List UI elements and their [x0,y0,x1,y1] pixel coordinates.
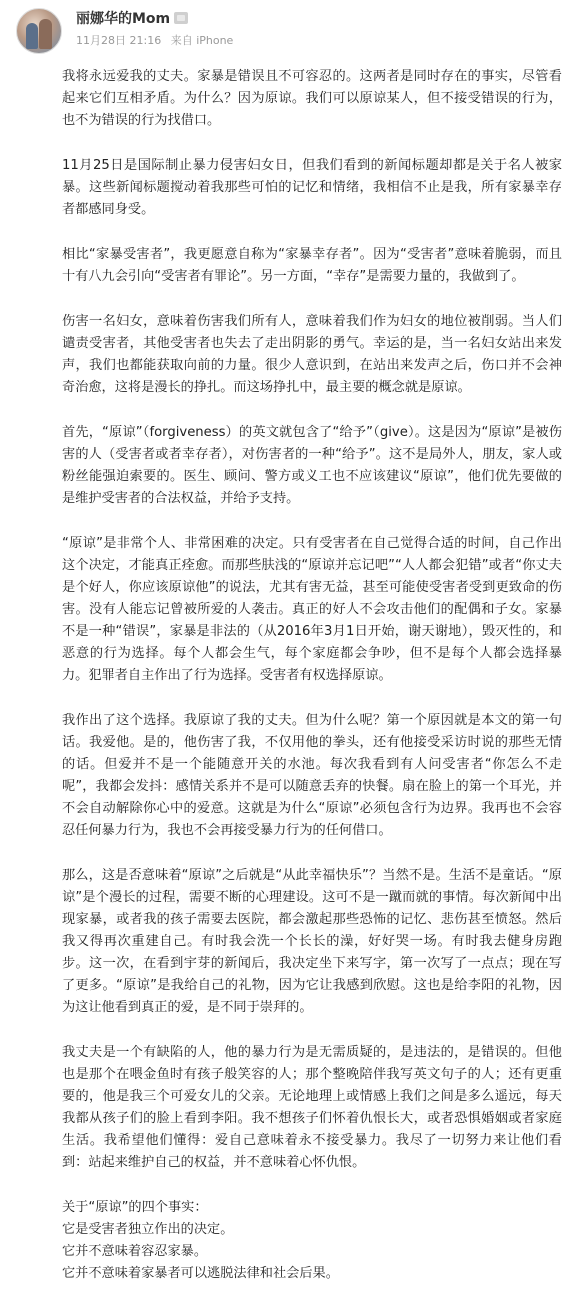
post-meta [76,8,239,48]
paragraph: 伤害一名妇女，意味着伤害我们所有人，意味着我们作为妇女的地位被削弱。当人们谴责受害者，其他受害者也失去了走出阴影的勇气。幸运的是，当一名妇女站出来发声，我们也都能获取向前的力量。很少人意识到，在站出来发声之后，伤口并不会神奇治愈，这将是漫长的挣扎。而这场挣扎中，最主要的概念就是原谅。 [62,314,562,395]
username[interactable]: 丽娜华的Mom [76,11,171,27]
paragraph: 相比“家暴受害者”，我更愿意自称为“家暴幸存者”。因为“受害者”意味着脆弱，而且十有八九会引向“受害者有罪论”。另一方面，“幸存”是需要力量的，我做到了。 [62,247,562,284]
paragraph: 首先，“原谅”（forgiveness）的英文就包含了“给予”（give）。这是因为“原谅”是被伤害的人（受害者或者幸存者），对伤害者的一种“给予”。这不是局外人，朋友，家人或粉丝能强迫索要的。医生、顾问、警方或义工也不应该建议“原谅”，他们优先要做的是维护受害者的合法权益，并给予支持。 [62,425,562,506]
paragraph: 我将永远爱我的丈夫。家暴是错误且不可容忍的。这两者是同时存在的事实，尽管看起来它们互相矛盾。为什么？因为原谅。我们可以原谅某人，但不接受错误的行为，也不为错误的行为找借口。 [62,69,562,128]
paragraph: “原谅”是非常个人、非常困难的决定。只有受害者在自己觉得合适的时间，自己作出这个决定，才能真正痊愈。而那些肤浅的“原谅并忘记吧”“人人都会犯错”或者“你丈夫是个好人，你应该原谅他”的说法，尤其有害无益，甚至可能使受害者受到更致命的伤害。没有人能忘记曾被所爱的人袭击。真正的好人不会攻击他们的配偶和子女。家暴不是一种“错误”，家暴是非法的（从2016年3月1日开始，谢天谢地），毁灭性的，和恶意的行为选择。每个人都会生气，每个家庭都会争吵，但不是每个人都会选择暴力。犯罪者自主作出了行为选择。受害者有权选择原谅。 [62,536,562,683]
post-time-row [76,32,239,48]
post-source: 来自 iPhone [170,34,234,47]
facts-list [62,1197,562,1285]
avatar-figure-right [39,19,52,49]
paragraph: 11月25日是国际制止暴力侵害妇女日，但我们看到的新闻标题却都是关于名人被家暴。这些新闻标题搅动着我那些可怕的记忆和情绪，我相信不止是我，所有家暴幸存者都感同身受。 [62,158,562,217]
membership-badge-icon [174,12,188,24]
paragraph: 我作出了这个选择。我原谅了我的丈夫。但为什么呢？第一个原因就是本文的第一句话。我爱他。是的，他伤害了我，不仅用他的拳头，还有他接受采访时说的那些无情的话。但爱并不是一个能随意开关的水池。每次我看到有人问受害者“你怎么不走呢”，我都会发抖：感情关系并不是可以随意丢弃的快餐。扇在脸上的第一个耳光，并不会自动解除你心中的爱意。这就是为什么“原谅”必须包含行为边界。我再也不会容忍任何暴力行为，我也不会再接受暴力行为的任何借口。 [62,713,562,838]
username-row [76,8,239,28]
paragraph: 我丈夫是一个有缺陷的人，他的暴力行为是无需质疑的，是违法的，是错误的。但他也是那个在喂金鱼时有孩子般笑容的人；那个整晚陪伴我写英文句子的人；还有更重要的，他是我三个可爱女儿的父亲。无论地理上或情感上我们之间是多么遥远，每天我都从孩子们的脸上看到李阳。我不想孩子们怀着仇恨长大，或者恐惧婚姻或者家庭生活。我希望他们懂得：爱自己意味着永不接受暴力。我尽了一切努力来让他们看到：站起来维护自己的权益，并不意味着心怀仇恨。 [62,1045,562,1170]
post-date[interactable]: 11月28日 21:16 [76,34,162,47]
user-avatar[interactable] [16,8,62,54]
avatar-figure-left [26,23,38,49]
facts-title: 关于“原谅”的四个事实： [62,1200,208,1215]
fact-item: 它是受害者独立作出的决定。 [62,1222,234,1237]
fact-item: 它并不意味着容忍家暴。 [62,1244,208,1259]
fact-item: 它并不意味着家暴者可以逃脱法律和社会后果。 [62,1266,339,1281]
paragraph: 那么，这是否意味着“原谅”之后就是“从此幸福快乐”？当然不是。生活不是童话。“原谅”是个漫长的过程，需要不断的心理建设。这可不是一蹴而就的事情。每次新闻中出现家暴，或者我的孩子需要去医院，都会激起那些恐怖的记忆、悲伤甚至愤怒。然后我又得再次重建自己。有时我会洗一个长长的澡，好好哭一场。有时我去健身房跑步。这一次，在看到宇芽的新闻后，我决定坐下来写字，第一次写了一点点；现在写了更多。“原谅”是我给自己的礼物，因为它让我感到欣慰。这也是给李阳的礼物，因为这让他看到真正的爱，是不同于崇拜的。 [62,868,562,1015]
post-content [62,66,562,1285]
post-header [16,8,239,54]
